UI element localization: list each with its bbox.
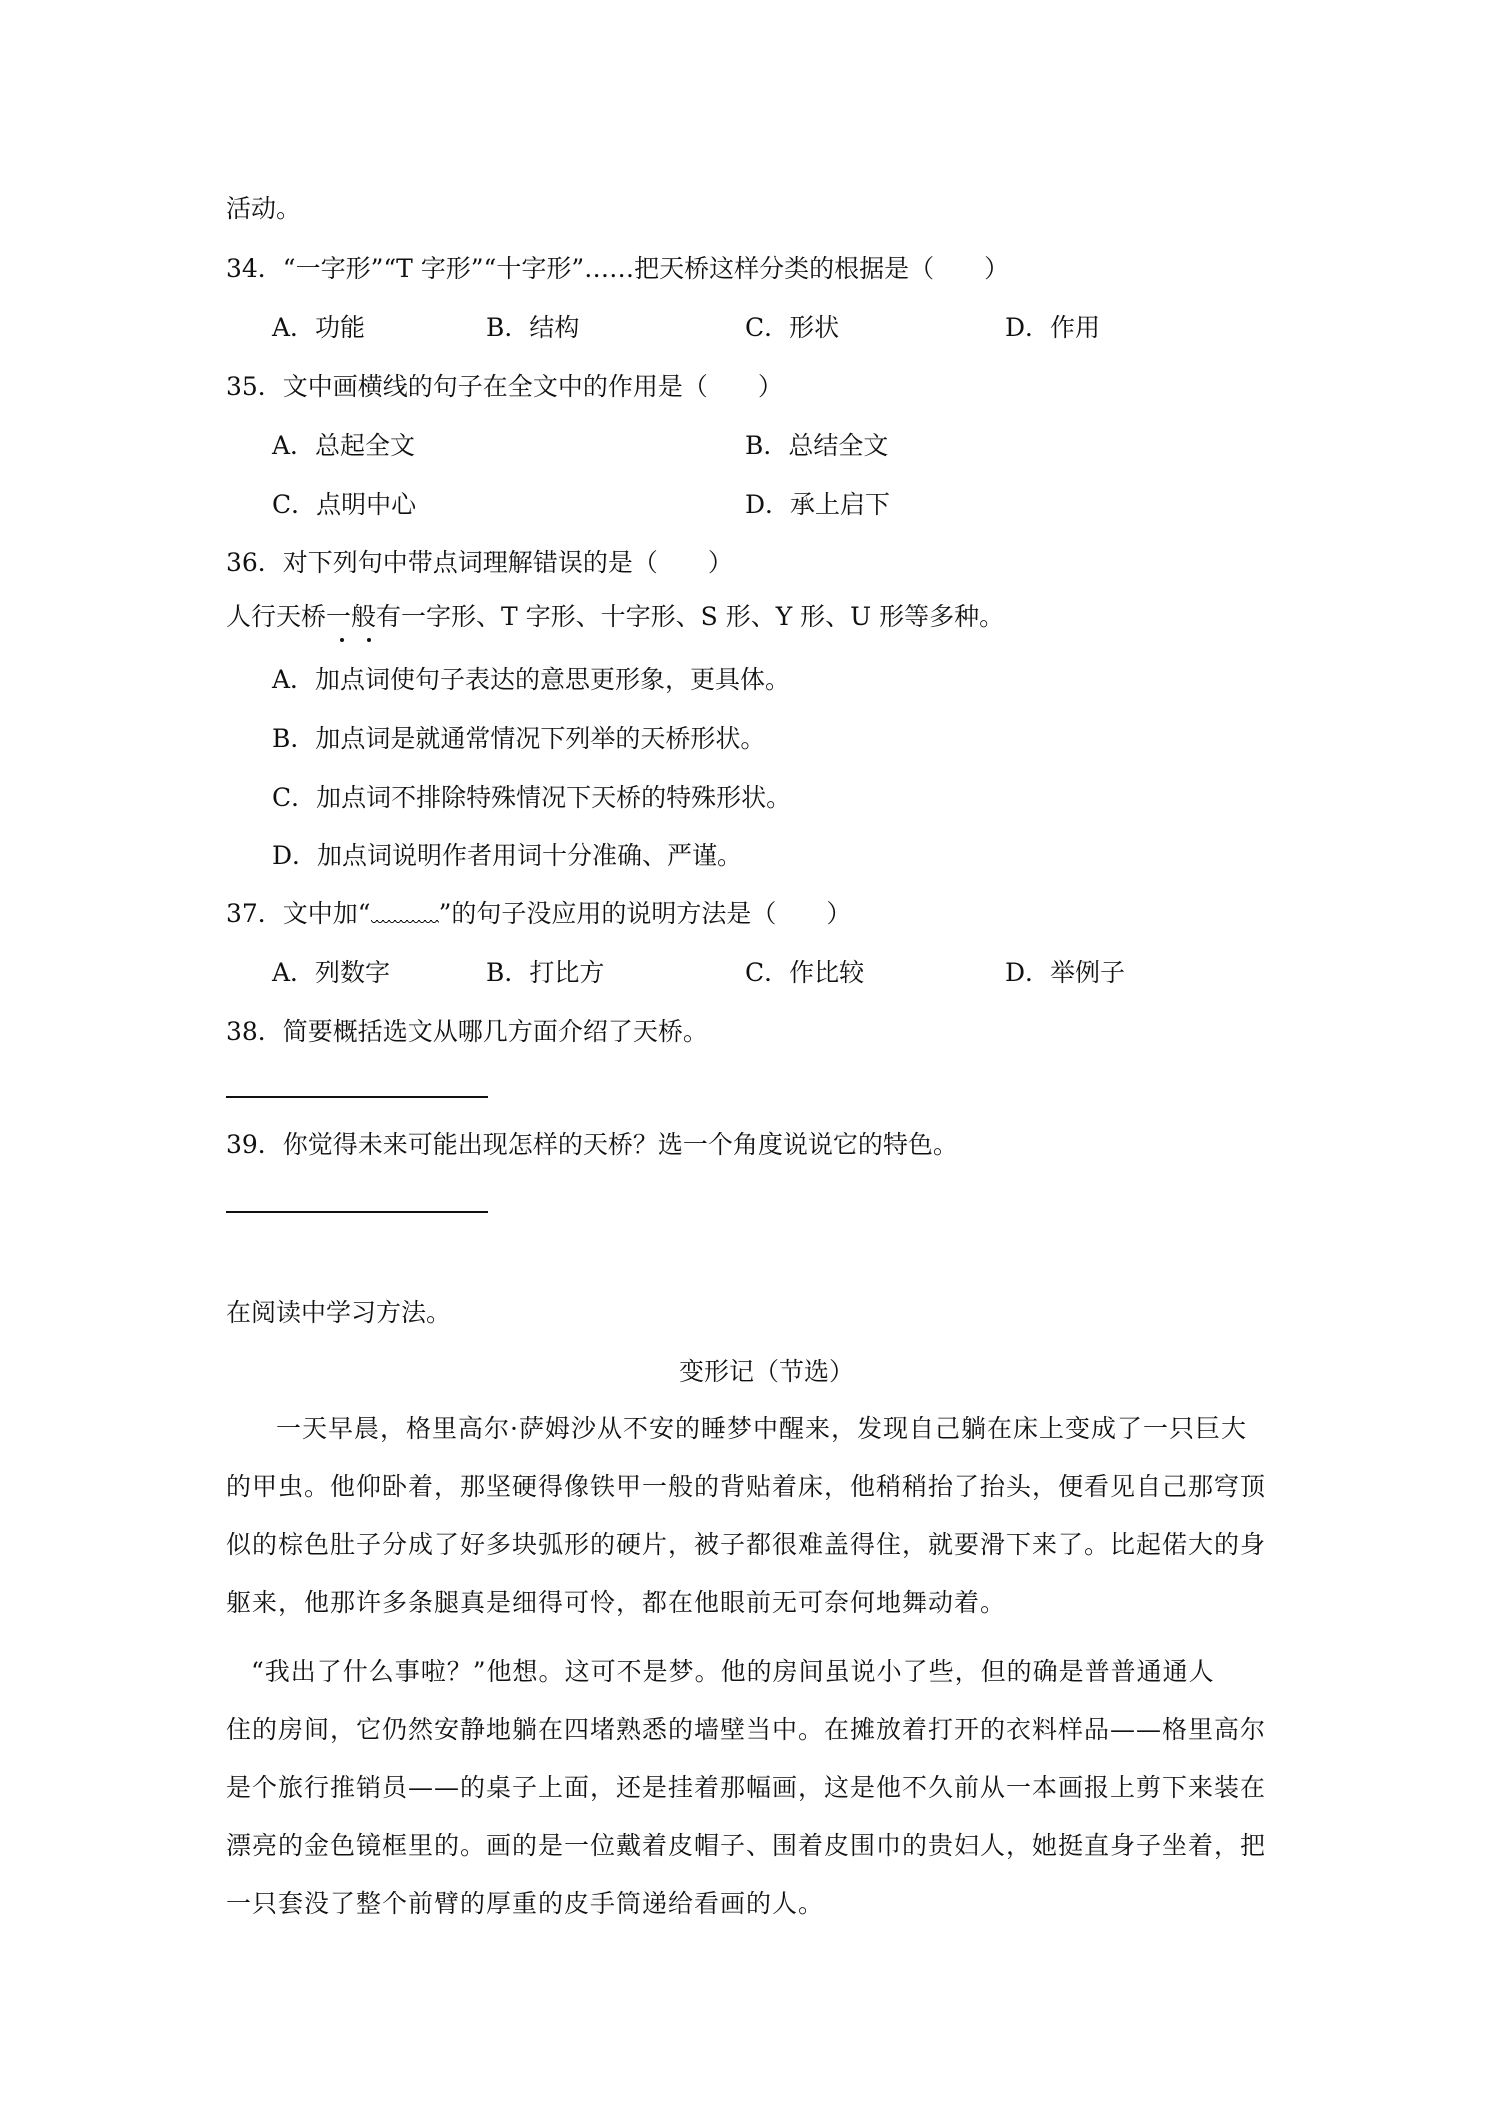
q35-option-d: D．承上启下 <box>745 490 891 519</box>
q37-option-a: A．列数字 <box>272 958 391 987</box>
passage-line: 一只套没了整个前臂的厚重的皮手筒递给看画的人。 <box>226 1889 825 1918</box>
emphasis-dot <box>367 638 371 642</box>
q34-option-b: B．结构 <box>486 313 580 342</box>
passage-line: 的甲虫。他仰卧着，那坚硬得像铁甲一般的背贴着床，他稍稍抬了抬头，便看见自己那穹顶 <box>226 1472 1267 1501</box>
passage-line: 住的房间，它仍然安静地躺在四堵熟悉的墙壁当中。在摊放着打开的衣料样品——格里高尔 <box>226 1715 1267 1744</box>
q39-answer-line[interactable] <box>226 1211 488 1213</box>
passage-line: 躯来，他那许多条腿真是细得可怜，都在他眼前无可奈何地舞动着。 <box>226 1588 1007 1617</box>
passage-title: 变形记（节选） <box>679 1357 855 1386</box>
passage-line: 是个旅行推销员——的桌子上面，还是挂着那幅画，这是他不久前从一本画报上剪下来装在 <box>226 1773 1267 1802</box>
q36-sentence: 人行天桥一般有一字形、T 字形、十字形、S 形、Y 形、U 形等多种。 <box>226 602 1005 631</box>
question-36-stem: 36．对下列句中带点词理解错误的是（ ） <box>226 548 733 577</box>
passage-line: 似的棕色肚子分成了好多块弧形的硬片，被子都很难盖得住，就要滑下来了。比起偌大的身 <box>226 1530 1267 1559</box>
passage-line: 一天早晨，格里高尔·萨姆沙从不安的睡梦中醒来，发现自己躺在床上变成了一只巨大 <box>276 1414 1247 1443</box>
wavy-underline-mark <box>371 920 439 926</box>
q36-option-c: C．加点词不排除特殊情况下天桥的特殊形状。 <box>272 783 792 812</box>
q37-option-c: C．作比较 <box>745 958 865 987</box>
emphasis-dot <box>340 638 344 642</box>
question-39-stem: 39．你觉得未来可能出现怎样的天桥？选一个角度说说它的特色。 <box>226 1130 958 1159</box>
question-35-stem: 35．文中画横线的句子在全文中的作用是（ ） <box>226 372 783 401</box>
q34-option-d: D．作用 <box>1005 313 1101 342</box>
passage-line: 漂亮的金色镜框里的。画的是一位戴着皮帽子、围着皮围巾的贵妇人，她挺直身子坐着，把 <box>226 1831 1267 1860</box>
q36-option-a: A．加点词使句子表达的意思更形象，更具体。 <box>272 665 791 694</box>
q37-stem-end: ”的句子没应用的说明方法是（ ） <box>438 899 852 928</box>
q35-option-a: A．总起全文 <box>272 431 416 460</box>
passage-line: “我出了什么事啦？”他想。这可不是梦。他的房间虽说小了些，但的确是普普通通人 <box>251 1657 1215 1686</box>
q36-option-d: D．加点词说明作者用词十分准确、严谨。 <box>272 841 743 870</box>
question-37-stem <box>226 898 851 930</box>
q37-option-b: B．打比方 <box>486 958 605 987</box>
q37-stem-start: 37．文中加“ <box>226 899 371 928</box>
q36-option-b: B．加点词是就通常情况下列举的天桥形状。 <box>272 724 766 753</box>
q38-answer-line[interactable] <box>226 1096 488 1098</box>
carryover-line: 活动。 <box>226 194 302 223</box>
q34-option-c: C．形状 <box>745 313 840 342</box>
question-34-stem: 34．“一字形”“T 字形”“十字形”……把天桥这样分类的根据是（ ） <box>226 254 1010 283</box>
q35-option-c: C．点明中心 <box>272 490 417 519</box>
q37-option-d: D．举例子 <box>1005 958 1126 987</box>
q34-option-a: A．功能 <box>272 313 366 342</box>
question-38-stem: 38．简要概括选文从哪几方面介绍了天桥。 <box>226 1017 708 1046</box>
section-intro: 在阅读中学习方法。 <box>226 1298 452 1327</box>
q35-option-b: B．总结全文 <box>745 431 889 460</box>
